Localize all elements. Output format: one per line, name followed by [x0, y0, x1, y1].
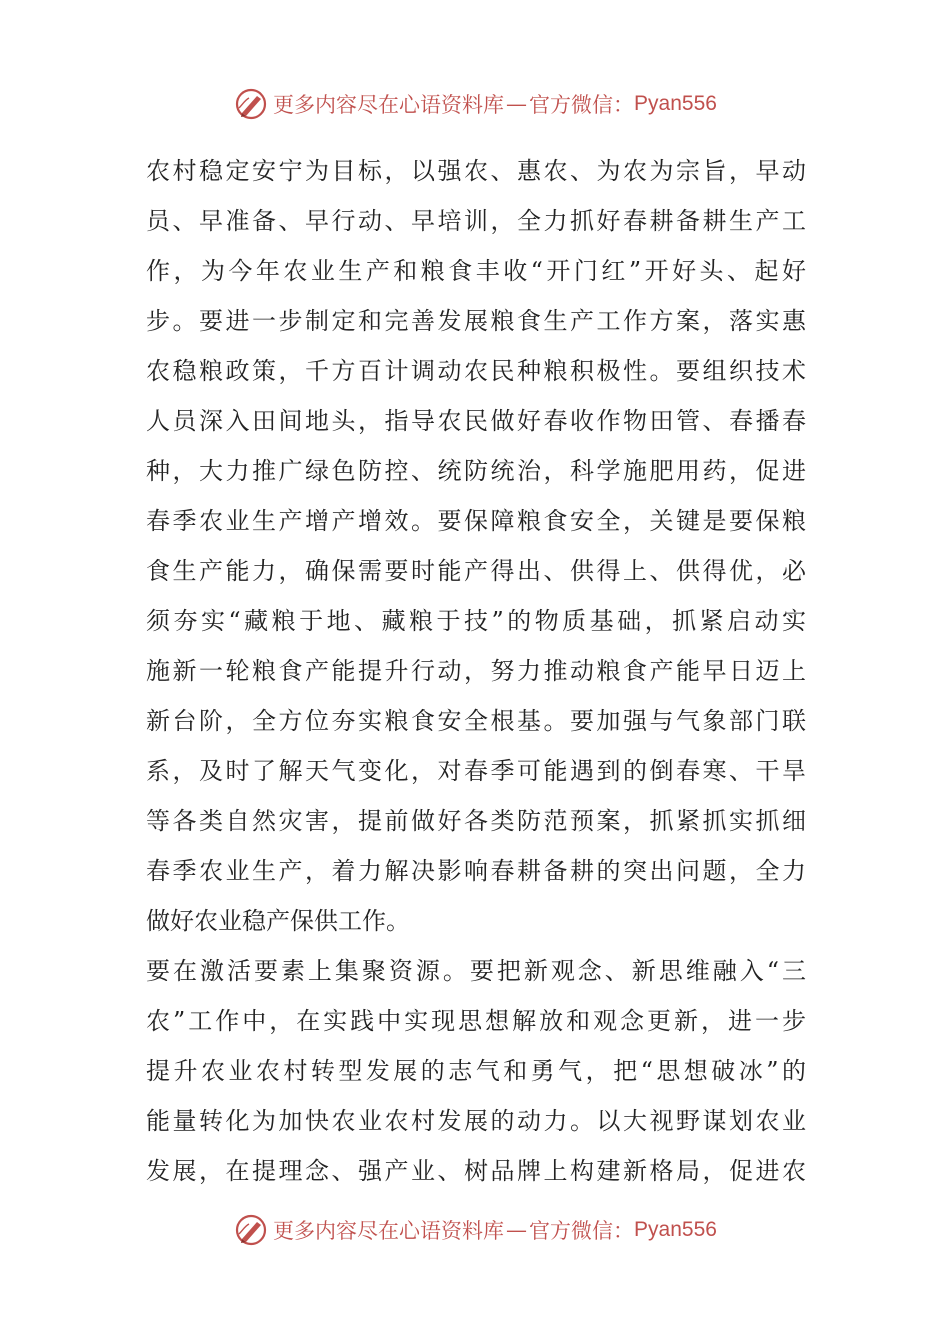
watermark-separator: — [506, 92, 528, 116]
watermark-text: 更多内容尽在心语资料库 [273, 93, 505, 117]
watermark-wechat-id: Pyan556 [634, 1218, 717, 1241]
watermark-wechat-id: Pyan556 [634, 92, 717, 115]
body-line: 种，大力推广绿色防控、统防统治，科学施肥用药，促进 [146, 457, 806, 485]
pen-logo-icon [233, 86, 269, 122]
body-line: 新台阶，全方位夯实粮食安全根基。要加强与气象部门联 [146, 707, 806, 735]
body-line: 做好农业稳产保供工作。 [146, 907, 410, 935]
body-line: 农稳粮政策，千方百计调动农民种粮积极性。要组织技术 [146, 357, 806, 385]
watermark-label: 官方微信： [529, 1219, 635, 1243]
body-line: 发展，在提理念、强产业、树品牌上构建新格局，促进农 [146, 1157, 806, 1185]
body-line: 提升农业农村转型发展的志气和勇气，把“思想破冰”的 [146, 1057, 806, 1085]
body-line: 春季农业生产，着力解决影响春耕备耕的突出问题，全力 [146, 857, 806, 885]
body-line: 农”工作中，在实践中实现思想解放和观念更新，进一步 [146, 1007, 806, 1035]
watermark-text: 更多内容尽在心语资料库 [273, 1219, 505, 1243]
body-line: 作，为今年农业生产和粮食丰收“开门红”开好头、起好 [146, 257, 806, 285]
body-line: 食生产能力，确保需要时能产得出、供得上、供得优，必 [146, 557, 806, 585]
body-line: 等各类自然灾害，提前做好各类防范预案，抓紧抓实抓细 [146, 807, 806, 835]
pen-logo-icon [233, 1212, 269, 1248]
body-line: 能量转化为加快农业农村发展的动力。以大视野谋划农业 [146, 1107, 806, 1135]
watermark-separator: — [506, 1218, 528, 1242]
body-line: 须夯实“藏粮于地、藏粮于技”的物质基础，抓紧启动实 [146, 607, 806, 635]
footer-watermark [0, 1210, 950, 1250]
document-body [146, 146, 806, 1196]
body-line: 要在激活要素上集聚资源。要把新观念、新思维融入“三 [146, 957, 806, 985]
body-line: 施新一轮粮食产能提升行动，努力推动粮食产能早日迈上 [146, 657, 806, 685]
body-line: 春季农业生产增产增效。要保障粮食安全，关键是要保粮 [146, 507, 806, 535]
watermark-label: 官方微信： [529, 93, 635, 117]
body-line: 员、早准备、早行动、早培训，全力抓好春耕备耕生产工 [146, 207, 806, 235]
body-line: 农村稳定安宁为目标，以强农、惠农、为农为宗旨，早动 [146, 157, 806, 185]
body-line: 步。要进一步制定和完善发展粮食生产工作方案，落实惠 [146, 307, 806, 335]
body-line: 系，及时了解天气变化，对春季可能遇到的倒春寒、干旱 [146, 757, 806, 785]
body-line: 人员深入田间地头，指导农民做好春收作物田管、春播春 [146, 407, 806, 435]
header-watermark [0, 84, 950, 124]
